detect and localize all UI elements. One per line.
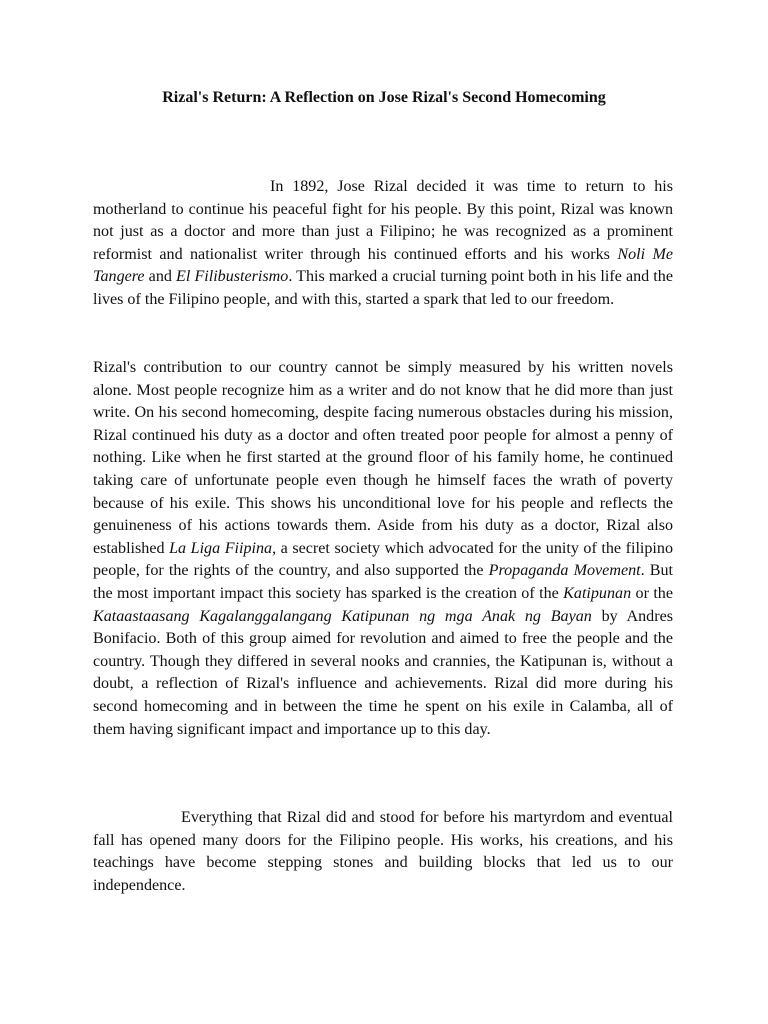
paragraph-2-text: by Andres Bonifacio. Both of this group aimed for revolution and aimed to free the people and the country. Though they differed in several nooks and crannies, the Katipunan is, without a doubt, a reflection of Rizal's influence and achievements. Rizal did more during his second homecoming and in between the time he spent on his exile in Calamba, all of them having significant impact and importance up to this day. xyxy=(93,607,673,738)
book-title-fili: El Filibusterismo xyxy=(176,268,289,286)
paragraph-1-text: and xyxy=(144,268,177,286)
paragraph-1-text: In 1892, Jose Rizal decided it was time to return to his motherland to continue his peaceful fight for his people. By this point, Rizal was known not just as a doctor and more than just a Filipino; he was recognized as a prominent reformist and nationalist writer through his continued efforts and his works xyxy=(93,178,673,263)
italic-propaganda: Propaganda Movement xyxy=(488,562,641,580)
paragraph-1 xyxy=(93,176,673,312)
page-title: Rizal's Return: A Reflection on Jose Rizal's Second Homecoming xyxy=(162,89,606,106)
paragraph-2-text: or the xyxy=(631,584,673,602)
paragraph-2 xyxy=(93,357,673,741)
paragraph-3-text: Everything that Rizal did and stood for before his martyrdom and eventual fall has opened many doors for the Filipino people. His works, his creations, and his teachings have become stepping stones and building blocks that led us to our independence. xyxy=(93,809,673,894)
paragraph-3 xyxy=(93,807,673,897)
italic-la-liga: La Liga Fiipina xyxy=(169,539,273,557)
italic-katipunan: Katipunan xyxy=(563,584,632,602)
italic-katipunan-full: Kataastaasang Kagalanggalangang Katipunan ng mga Anak ng Bayan xyxy=(93,607,592,625)
paragraph-2-text: Rizal's contribution to our country cannot be simply measured by his written novels alone. Most people recognize him as a writer and do not know that he did more than just write. On his second homecoming, despite facing numerous obstacles during his mission, Rizal continued his duty as a doctor and often treated poor people for almost a penny of nothing. Like when he first started at the ground floor of his family home, he continued taking care of unfortunate people even though he himself faces the wrath of poverty because of his exile. This shows his unconditional love for his people and reflects the genuineness of his actions towards them. Aside from his duty as a doctor, Rizal also established xyxy=(93,359,673,557)
paragraph-2-text: , a secret society which advocated for the unity of the filipino people, for the rights of the country, and also supported the xyxy=(93,539,673,580)
paragraph-2-text: . But the most important impact this society has sparked is the creation of the xyxy=(93,562,673,602)
paragraph-1-text: . This marked a crucial turning point both in his life and the lives of the Filipino people, and with this, started a spark that led to our freedom. xyxy=(93,268,673,308)
book-title-noli: Noli Me Tangere xyxy=(93,245,674,286)
